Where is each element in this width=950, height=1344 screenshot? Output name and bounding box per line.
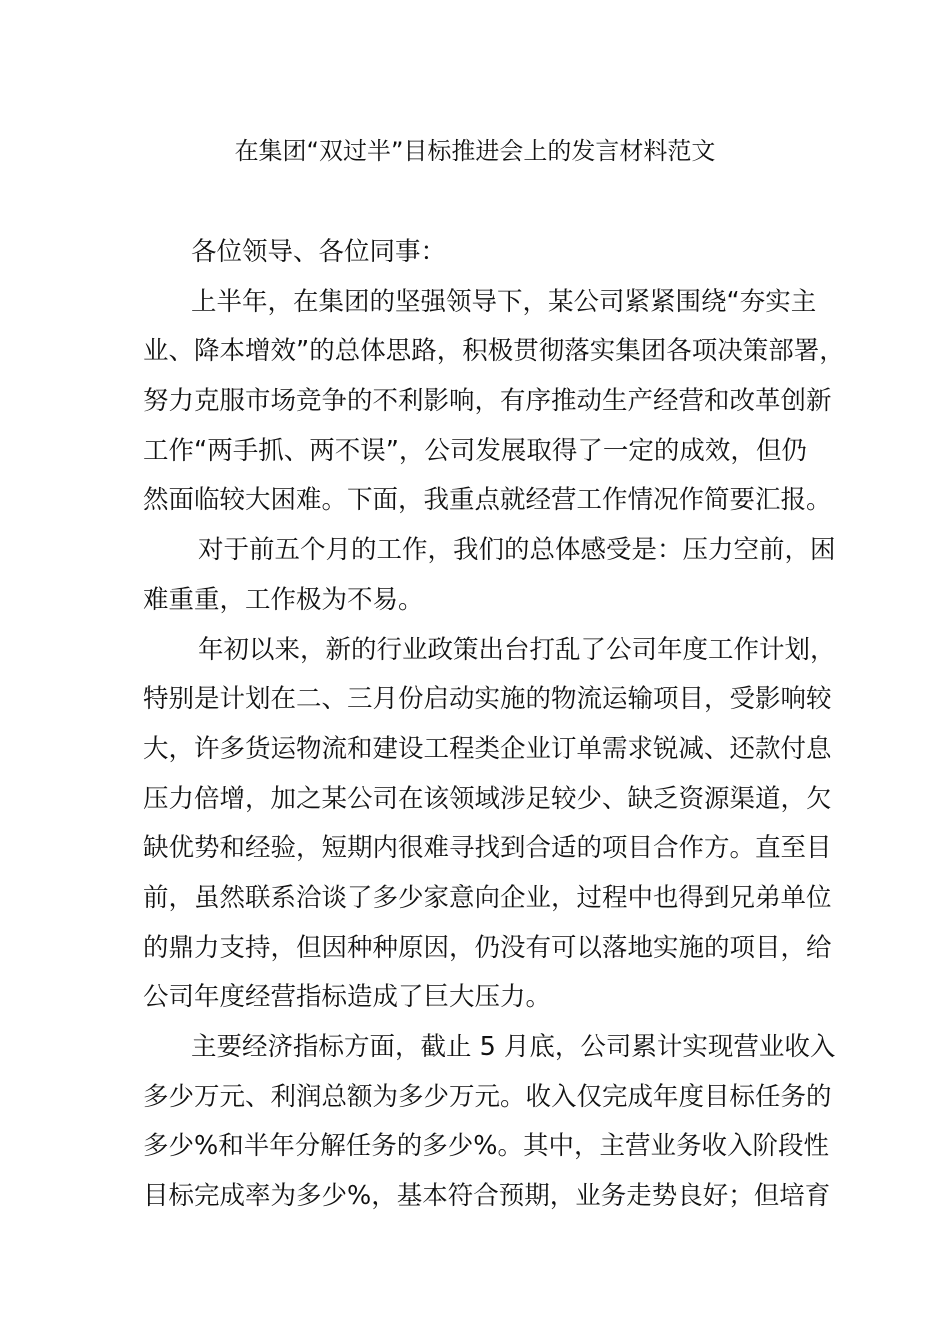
paragraph-line: 努力克服市场竞争的不利影响，有序推动生产经营和改革创新: [143, 386, 832, 417]
paragraph-line: 目标完成率为多少%，基本符合预期，业务走势良好；但培育: [143, 1181, 831, 1212]
paragraph-line: 特别是计划在二、三月份启动实施的物流运输项目，受影响较: [143, 684, 832, 715]
paragraph-line: 对于前五个月的工作，我们的总体感受是：压力空前，困: [198, 535, 836, 566]
paragraph-line: 然面临较大困难。下面，我重点就经营工作情况作简要汇报。: [143, 485, 832, 516]
paragraph-line: 的鼎力支持，但因种种原因，仍没有可以落地实施的项目，给: [143, 932, 832, 963]
paragraph-line: 公司年度经营指标造成了巨大压力。: [143, 982, 552, 1013]
paragraph-line: 业、降本增效”的总体思路，积极贯彻落实集团各项决策部署，: [143, 336, 845, 367]
paragraph-line: 前，虽然联系洽谈了多少家意向企业，过程中也得到兄弟单位: [143, 882, 832, 913]
paragraph-line: 难重重，工作极为不易。: [143, 584, 424, 615]
paragraph-line: 工作“两手抓、两不误”，公司发展取得了一定的成效，但仍: [143, 435, 807, 466]
paragraph-line: 多少万元、利润总额为多少万元。收入仅完成年度目标任务的: [143, 1081, 832, 1112]
paragraph-line: 多少%和半年分解任务的多少%。其中，主营业务收入阶段性: [143, 1131, 829, 1162]
document-body: [143, 228, 845, 1222]
paragraph-line: 上半年，在集团的坚强领导下，某公司紧紧围绕“夯实主: [191, 286, 817, 317]
salutation: 各位领导、各位同事：: [191, 237, 447, 267]
document-title: 在集团“双过半”目标推进会上的发言材料范文: [234, 137, 716, 165]
paragraph-line: 压力倍增，加之某公司在该领域涉足较少、缺乏资源渠道，欠: [143, 783, 832, 814]
paragraph-line: 年初以来，新的行业政策出台打乱了公司年度工作计划，: [198, 634, 836, 665]
paragraph-line: 主要经济指标方面，截止 5 月底，公司累计实现营业收入: [191, 1032, 836, 1062]
paragraph-line: 大，许多货运物流和建设工程类企业订单需求锐减、还款付息: [143, 733, 832, 764]
paragraph-line: 缺优势和经验，短期内很难寻找到合适的项目合作方。直至目: [143, 833, 832, 864]
